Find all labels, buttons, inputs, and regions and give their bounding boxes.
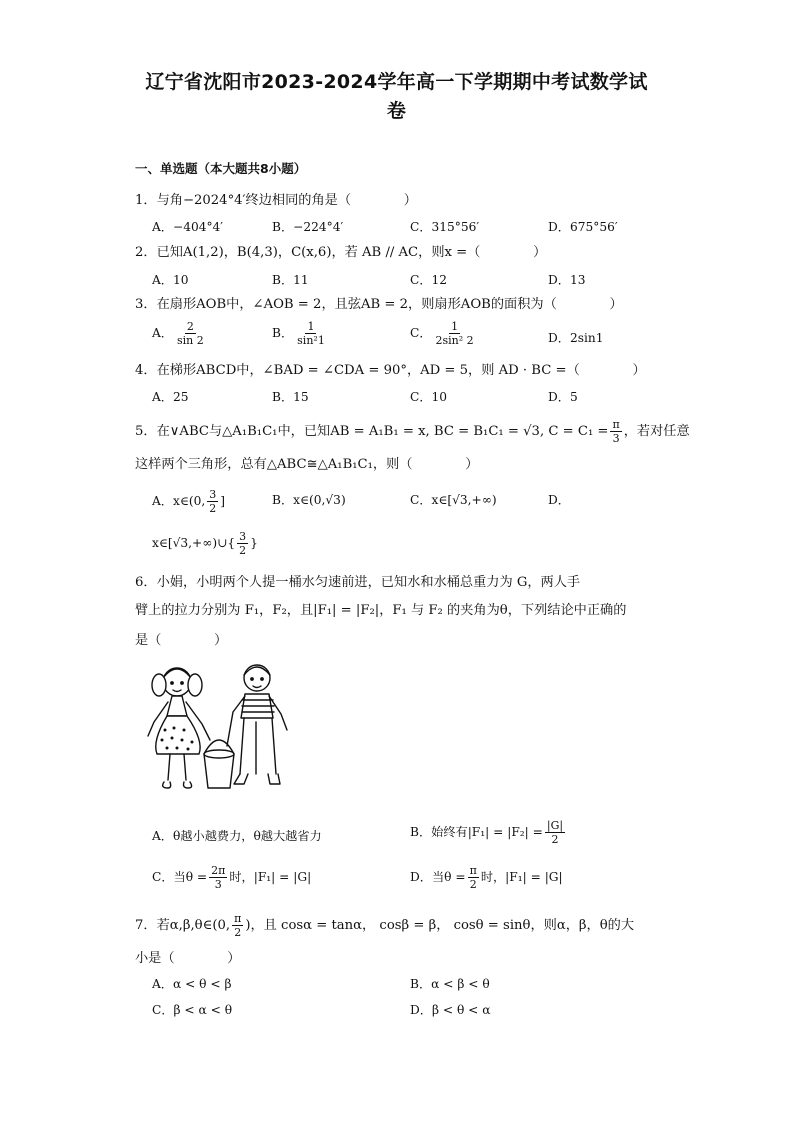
question-7-stem-line-1: 7．若α,β,θ∈(0, $\frac{\pi}{2}$ )，且 cosα = tanα， cosβ = β， cosθ = sinθ，则α，β，θ的大 <box>135 912 635 939</box>
q6-option-b: B．始终有|F₁| = |F₂| = $\frac{|G|}{2}$ <box>410 819 564 846</box>
q5-option-a: A．x∈(0, $\frac{3}{2}$ ] <box>152 488 226 515</box>
q2-option-b: B．11 <box>272 273 309 287</box>
q7-option-a: A．α < θ < β <box>152 977 232 991</box>
question-5-stem-line-2: 这样两个三角形，总有△ABC≅△A₁B₁C₁，则（ ） <box>135 457 479 472</box>
q4-option-d: D．5 <box>548 390 578 404</box>
q5-option-d: D． <box>548 493 570 507</box>
question-1-stem: 1．与角−2024°4′终边相同的角是（ ） <box>135 193 417 208</box>
question-6-stem-line-3: 是（ ） <box>135 633 228 648</box>
question-6-stem-line-1: 6．小娟，小明两个人提一桶水匀速前进，已知水和水桶总重力为 G，两人手 <box>135 575 581 590</box>
q6-option-d: D．当θ = $\frac{\pi}{2}$ 时，|F₁| = |G| <box>410 864 563 891</box>
question-7-stem-line-2: 小是（ ） <box>135 951 241 966</box>
question-2-stem: 2．已知A(1,2)，B(4,3)，C(x,6)，若 AB // AC，则x =（ ） <box>135 245 547 260</box>
q4-option-a: A．25 <box>152 390 189 404</box>
q6-option-c: C．当θ = $\frac{2\pi}{3}$ 时，|F₁| = |G| <box>152 864 312 891</box>
q3-option-a: A． $\frac{2}{\sin 2}$ <box>152 320 204 347</box>
q7-option-b: B．α < β < θ <box>410 977 490 991</box>
q2-option-d: D．13 <box>548 273 586 287</box>
q4-option-c: C．10 <box>410 390 448 404</box>
q3-option-c: C． $\frac{1}{\text{2sin² 2}}$ <box>410 320 474 347</box>
q1-option-c: C．315°56′ <box>410 220 480 234</box>
q5-option-c: C．x∈[√3,+∞) <box>410 493 497 507</box>
q3-option-b: B． $\frac{1}{\text{sin²1}}$ <box>272 320 325 347</box>
section-heading: 一、单选题（本大题共8小题） <box>135 161 307 176</box>
question-4-stem: 4．在梯形ABCD中，∠BAD = ∠CDA = 90°，AD = 5，则 AD · BC =（ ） <box>135 363 646 378</box>
q1-option-b: B．−224°4′ <box>272 220 344 234</box>
q6-option-a: A．θ越小越费力，θ越大越省力 <box>152 829 322 843</box>
q5-option-b: B．x∈(0,√3) <box>272 493 346 507</box>
question-3-stem: 3．在扇形AOB中，∠AOB = 2，且弦AB = 2，则扇形AOB的面积为（ ） <box>135 297 623 312</box>
question-6-stem-line-2: 臂上的拉力分别为 F₁，F₂，且|F₁| = |F₂|，F₁ 与 F₂ 的夹角为θ，下列结论中正确的 <box>135 603 627 618</box>
q5-option-d-value: x∈[√3,+∞)∪{ $\frac{3}{2}$ } <box>152 530 258 557</box>
q2-option-a: A．10 <box>152 273 189 287</box>
q7-option-c: C．β < α < θ <box>152 1003 233 1017</box>
children-carrying-bucket-illustration <box>132 658 297 808</box>
q1-option-a: A．−404°4′ <box>152 220 224 234</box>
q1-option-d: D．675°56′ <box>548 220 618 234</box>
title-line-2: 卷 <box>386 100 407 122</box>
q2-option-c: C．12 <box>410 273 448 287</box>
page-title <box>60 68 733 126</box>
question-5-stem-line-1: 5．在∨ABC与△A₁B₁C₁中，已知AB = A₁B₁ = x, BC = B₁C₁ = √3, C = C₁ = $\frac{\pi}{3}$ ，若对任意 <box>135 418 690 445</box>
q3-option-d: D．2sin1 <box>548 331 604 345</box>
q4-option-b: B．15 <box>272 390 309 404</box>
q7-option-d: D．β < θ < α <box>410 1003 491 1017</box>
title-line-1: 辽宁省沈阳市2023-2024学年高一下学期期中考试数学试 <box>145 71 648 93</box>
